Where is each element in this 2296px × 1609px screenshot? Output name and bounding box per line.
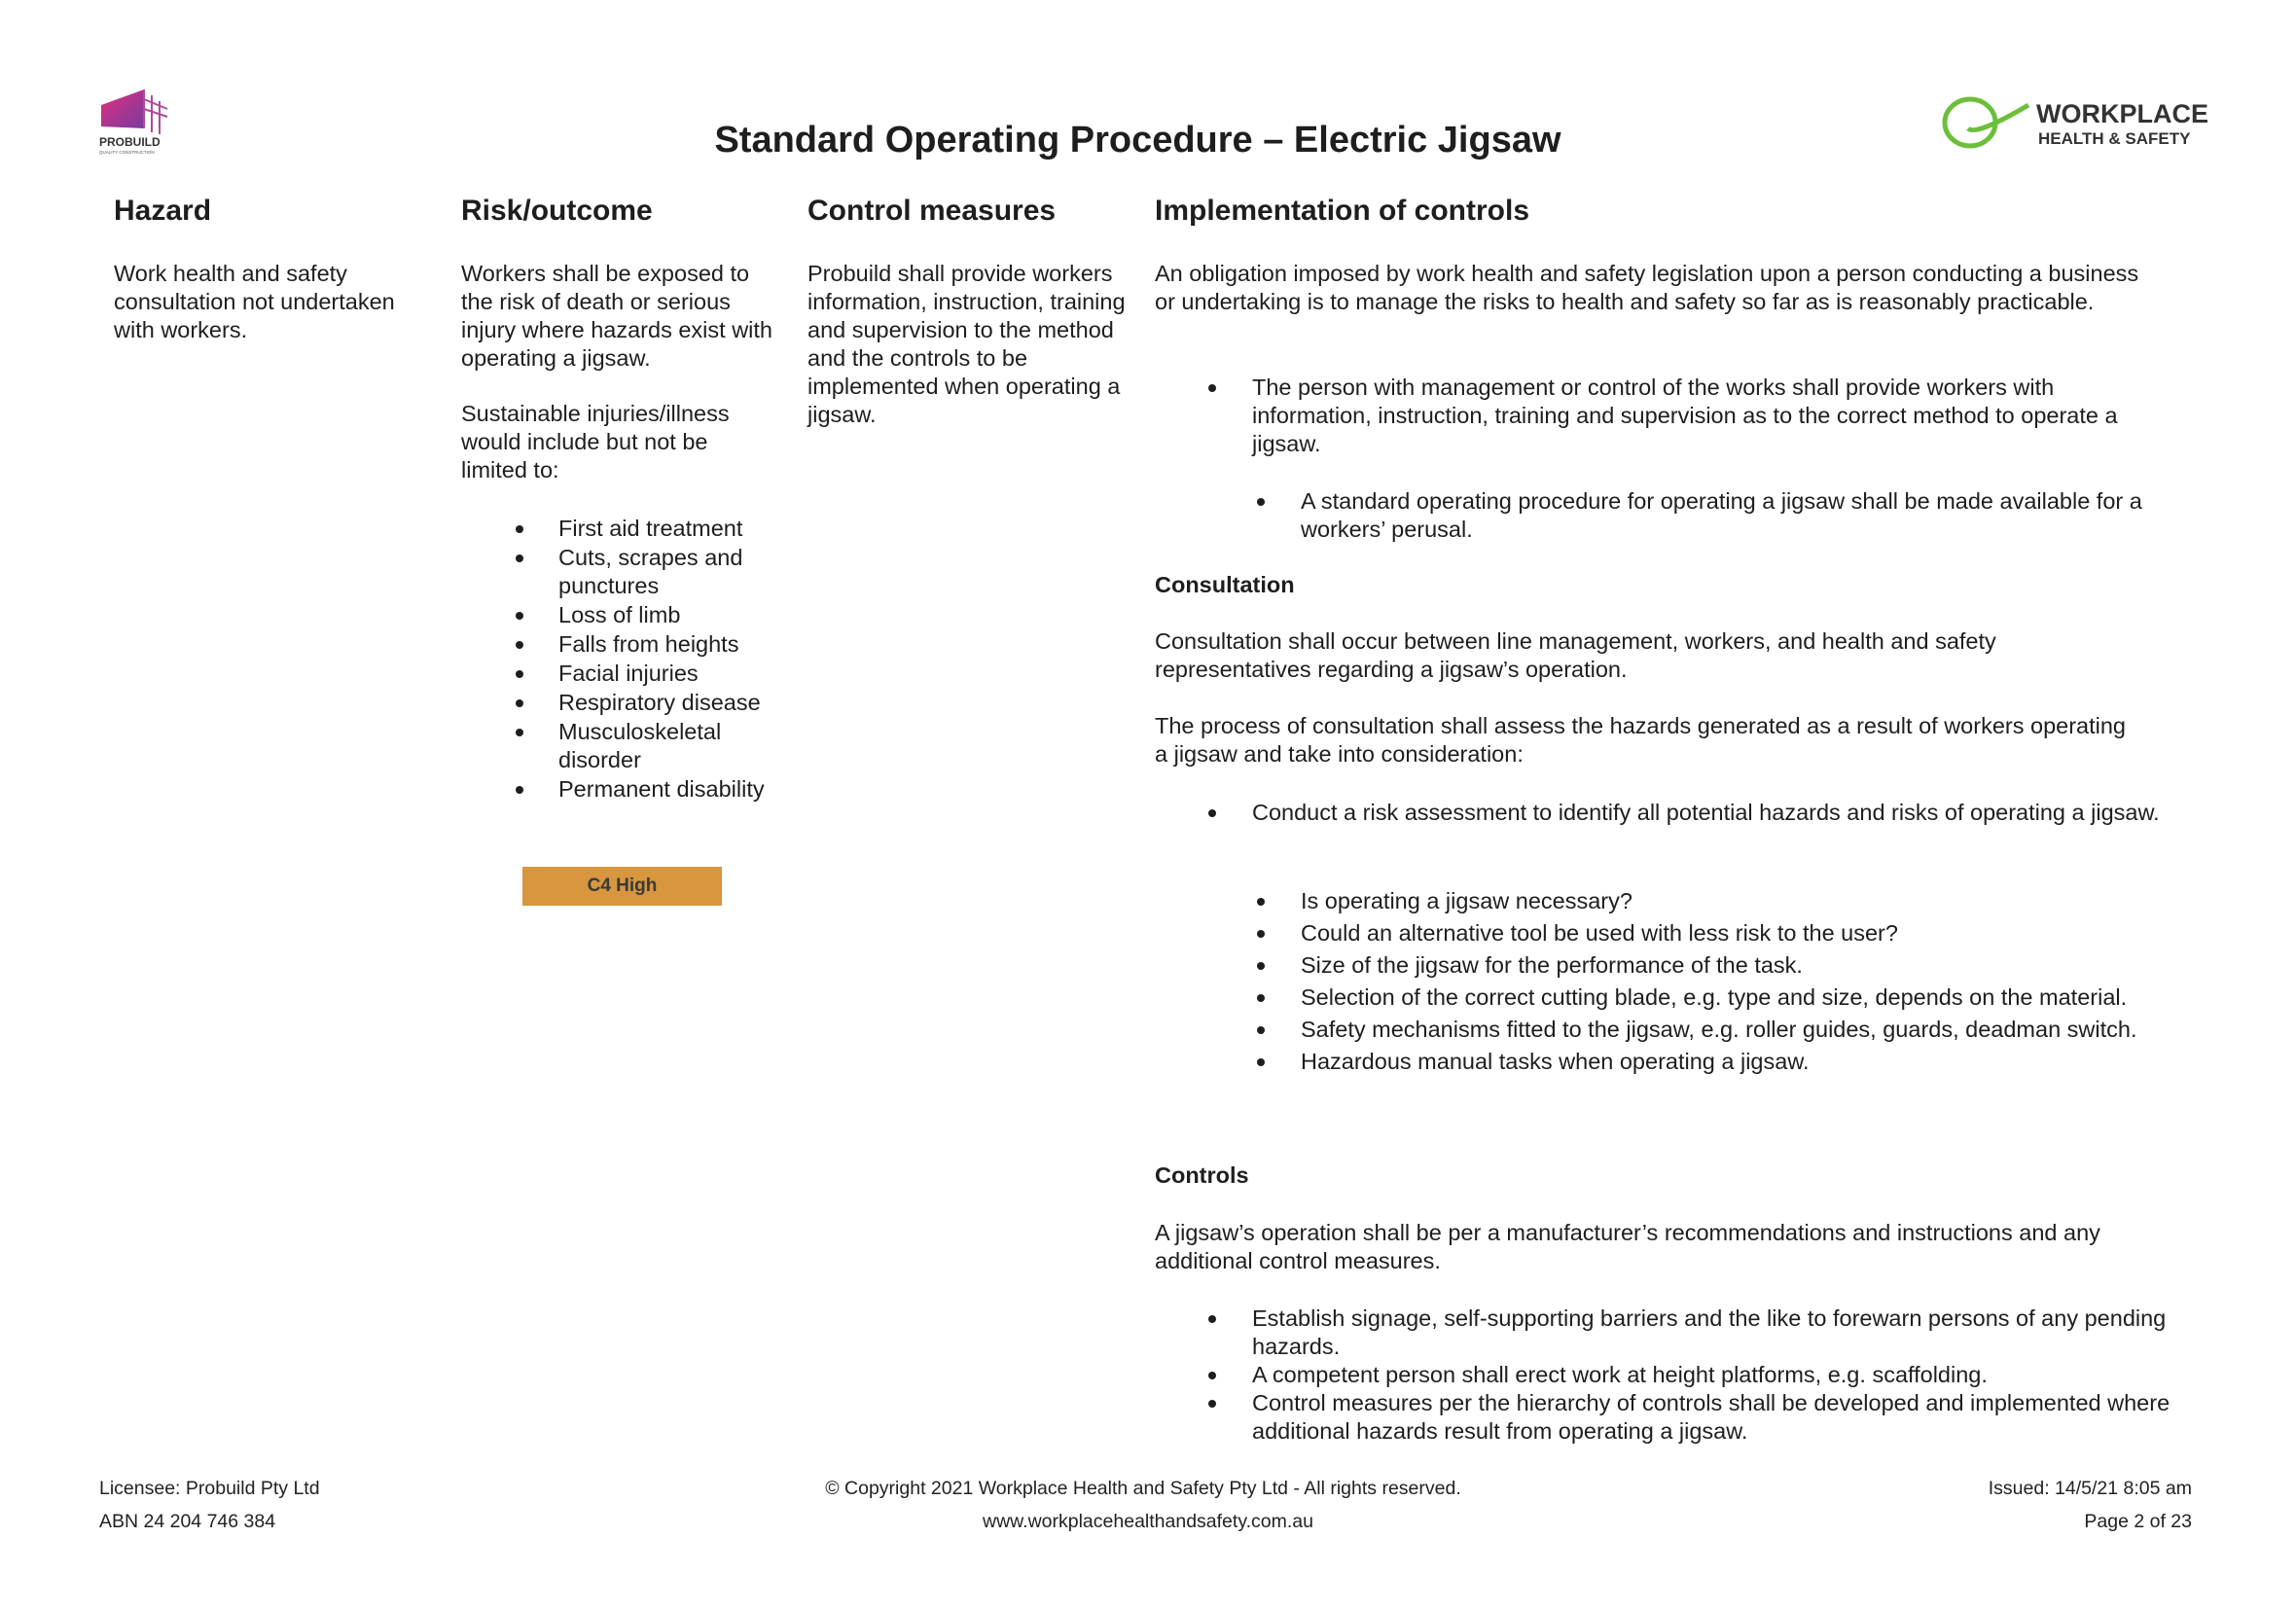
list-item: Falls from heights: [558, 630, 784, 659]
controls-heading: Controls: [1155, 1162, 1249, 1188]
bullet-icon: [1208, 1372, 1216, 1379]
footer-page-number: Page 2 of 23: [2084, 1511, 2192, 1532]
list-item: Musculoskeletal disorder: [558, 718, 784, 774]
control-text: Probuild shall provide workers information, instruction, training and supervision to the method and the controls to be implemented when operating a jigsaw.: [807, 261, 1126, 427]
bullet-icon: [1257, 1058, 1265, 1066]
list-item: Hazardous manual tasks when operating a jigsaw.: [1301, 1048, 2157, 1076]
list-item: Cuts, scrapes and punctures: [558, 544, 784, 600]
bullet-icon: [516, 699, 523, 707]
list-item: Facial injuries: [558, 660, 784, 688]
list-item: First aid treatment: [558, 515, 784, 543]
svg-text:WORKPLACE: WORKPLACE: [2036, 99, 2208, 128]
list-item: A competent person shall erect work at height platforms, e.g. scaffolding.: [1252, 1361, 2171, 1389]
bullet-icon: [1208, 384, 1216, 392]
bullet-icon: [1257, 898, 1265, 906]
list-item: Is operating a jigsaw necessary?: [1301, 887, 2157, 915]
list-item: Control measures per the hierarchy of controls shall be developed and implemented where additional hazards result from operating a jigsaw.: [1252, 1389, 2171, 1446]
bullet-icon: [1257, 994, 1265, 1002]
list-item: Could an alternative tool be used with less risk to the user?: [1301, 919, 2157, 948]
column-heading-hazard: Hazard: [114, 195, 212, 227]
list-item: The person with management or control of the works shall provide workers with information, instruction, training and supervision as to the correct method to operate a jigsaw.: [1252, 374, 2171, 458]
list-item: Conduct a risk assessment to identify all potential hazards and risks of operating a jigsaw.: [1252, 799, 2171, 827]
footer-issued: Issued: 14/5/21 8:05 am: [1988, 1478, 2192, 1499]
injury-list: [558, 515, 784, 804]
column-heading-implementation: Implementation of controls: [1155, 195, 1530, 227]
bullet-icon: [1257, 498, 1265, 506]
list-item: Size of the jigsaw for the performance of the task.: [1301, 951, 2157, 980]
list-item: Loss of limb: [558, 601, 784, 629]
bullet-icon: [1208, 1315, 1216, 1323]
list-item: Permanent disability: [558, 775, 784, 804]
risk-intro: Sustainable injuries/illness would include but not be limited to:: [461, 401, 730, 483]
consideration-list: [1301, 887, 2157, 1080]
bullet-icon: [516, 670, 523, 678]
bullet-icon: [1208, 1400, 1216, 1408]
consultation-process: The process of consultation shall assess the hazards generated as a result of workers operating a jigsaw and take into consideration:: [1155, 713, 2126, 767]
implementation-intro: An obligation imposed by work health and safety legislation upon a person conducting a business or undertaking is to manage the risks to health and safety so far as is reasonably practicable.: [1155, 261, 2139, 314]
list-item: Selection of the correct cutting blade, e.g. type and size, depends on the material.: [1301, 983, 2157, 1012]
bullet-icon: [516, 612, 523, 620]
bullet-icon: [516, 786, 523, 794]
risk-rating-badge: C4 High: [522, 867, 722, 906]
consultation-heading: Consultation: [1155, 572, 1295, 597]
footer-licensee: Licensee: Probuild Pty Ltd: [99, 1478, 320, 1499]
page-title: Standard Operating Procedure – Electric Jigsaw: [714, 120, 1561, 161]
footer-website[interactable]: www.workplacehealthandsafety.com.au: [983, 1511, 1313, 1532]
bullet-icon: [1257, 962, 1265, 970]
risk-text: Workers shall be exposed to the risk of death or serious injury where hazards exist with operating a jigsaw.: [461, 261, 772, 371]
bullet-icon: [516, 525, 523, 533]
svg-text:HEALTH & SAFETY: HEALTH & SAFETY: [2038, 129, 2191, 148]
bullet-icon: [516, 729, 523, 736]
bullet-icon: [1257, 1026, 1265, 1034]
list-item: Respiratory disease: [558, 689, 784, 717]
bullet-icon: [1257, 930, 1265, 938]
list-item: Safety mechanisms fitted to the jigsaw, e.g. roller guides, guards, deadman switch.: [1301, 1016, 2157, 1044]
column-heading-risk: Risk/outcome: [461, 195, 653, 227]
bullet-icon: [516, 554, 523, 562]
hazard-text: Work health and safety consultation not undertaken with workers.: [114, 261, 395, 342]
footer-abn: ABN 24 204 746 384: [99, 1511, 276, 1532]
bullet-icon: [516, 641, 523, 649]
controls-paragraph: A jigsaw’s operation shall be per a manufacturer’s recommendations and instructions and any additional control measures.: [1155, 1220, 2100, 1273]
svg-text:QUALITY CONSTRUCTION: QUALITY CONSTRUCTION: [99, 150, 155, 155]
bullet-icon: [1208, 809, 1216, 817]
list-item: Establish signage, self-supporting barriers and the like to forewarn persons of any pending hazards.: [1252, 1305, 2171, 1361]
controls-list: [1252, 1305, 2171, 1446]
svg-text:PROBUILD: PROBUILD: [99, 135, 161, 149]
consultation-paragraph: Consultation shall occur between line management, workers, and health and safety representatives regarding a jigsaw’s operation.: [1155, 628, 1996, 682]
footer-copyright: © Copyright 2021 Workplace Health and Safety Pty Ltd - All rights reserved.: [825, 1478, 1461, 1499]
column-heading-control: Control measures: [807, 195, 1057, 227]
list-item: A standard operating procedure for operating a jigsaw shall be made available for a workers’ perusal.: [1301, 487, 2167, 544]
